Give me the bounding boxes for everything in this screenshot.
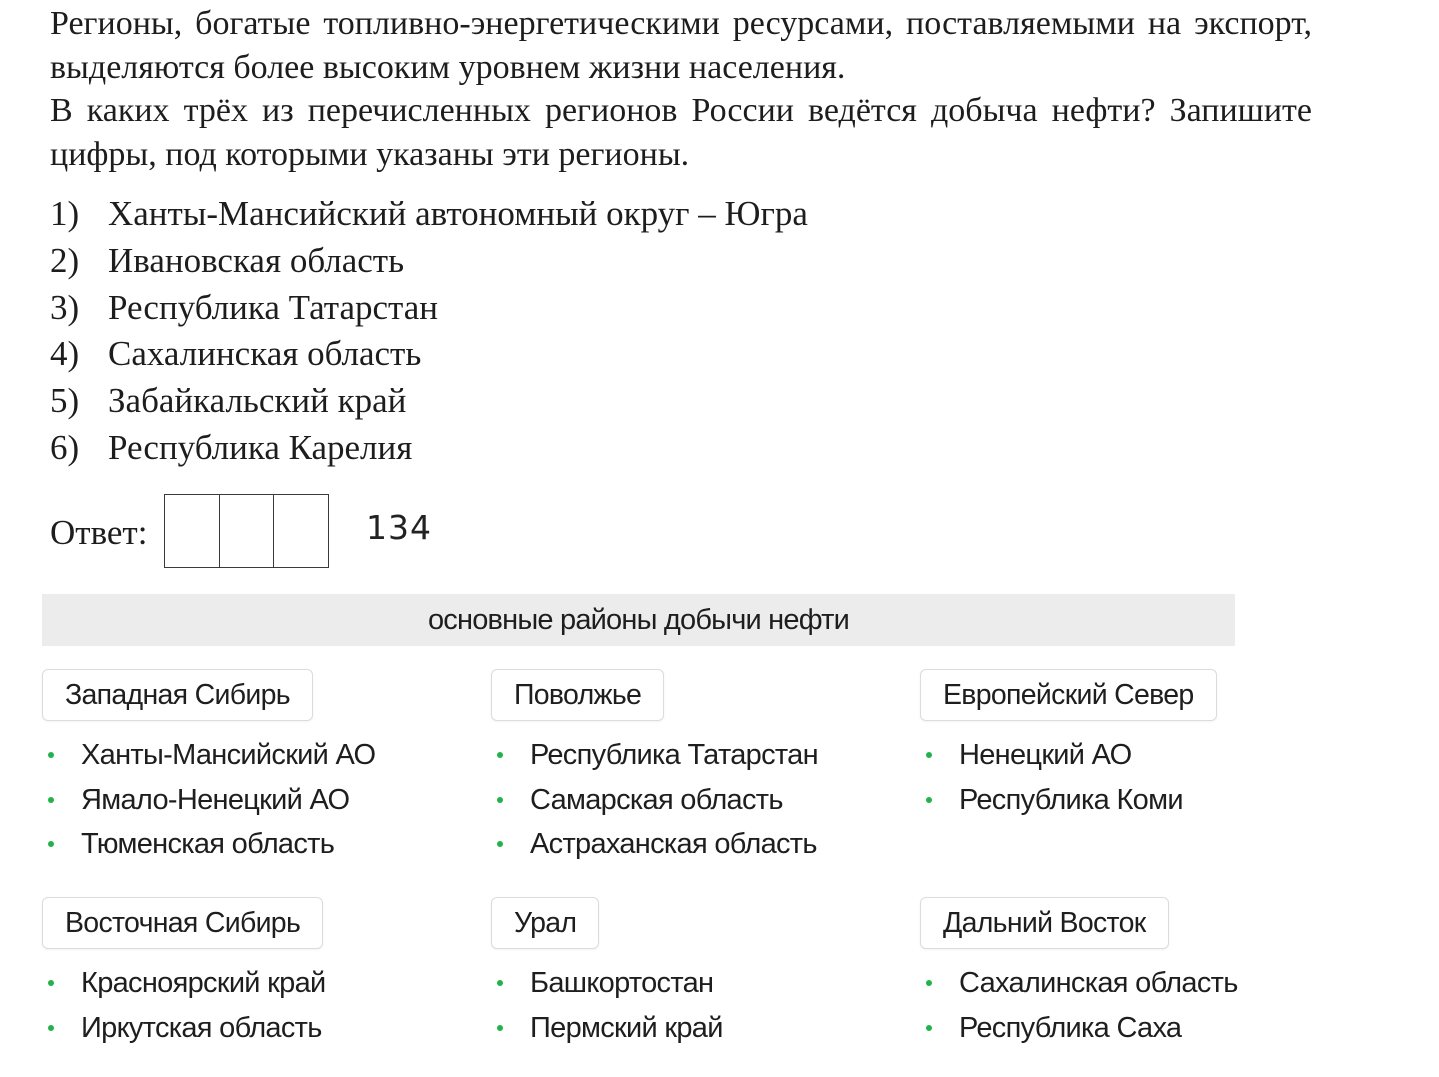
- list-item-text: Республика Саха: [959, 1011, 1182, 1044]
- region-items: [920, 733, 1217, 822]
- list-item: [491, 778, 818, 823]
- written-answer: 134: [366, 508, 432, 547]
- option-number: 3): [50, 287, 80, 327]
- option-number: 5): [50, 381, 80, 421]
- option-item: [50, 378, 808, 425]
- option-number: 4): [50, 334, 80, 374]
- answer-label: Ответ:: [50, 512, 148, 552]
- option-number: 6): [50, 427, 80, 467]
- bullet-icon: [497, 980, 503, 986]
- list-item-text: Иркутская область: [81, 1011, 322, 1044]
- bullet-icon: [48, 752, 54, 758]
- list-item-text: Ямало-Ненецкий АО: [81, 783, 350, 816]
- list-item-text: Тюменская область: [81, 828, 335, 860]
- option-item: [50, 238, 808, 285]
- answer-cell-3[interactable]: [273, 495, 328, 567]
- list-item: [42, 778, 375, 823]
- list-item: [491, 733, 818, 778]
- option-item: [50, 331, 808, 378]
- region-block-far-east: [920, 897, 1238, 1050]
- region-tag: Европейский Север: [920, 669, 1217, 721]
- bullet-icon: [497, 752, 503, 758]
- list-item: [42, 1006, 326, 1051]
- region-block-european-north: [920, 669, 1217, 822]
- list-item: [491, 1006, 723, 1051]
- bullet-icon: [48, 1025, 54, 1031]
- region-items: [920, 961, 1238, 1050]
- option-text: Республика Татарстан: [108, 287, 439, 327]
- option-text: Республика Карелия: [108, 427, 413, 467]
- list-item-text: Астраханская область: [530, 828, 817, 860]
- region-block-west-siberia: [42, 669, 375, 867]
- list-item: [920, 733, 1217, 778]
- bullet-icon: [497, 797, 503, 803]
- region-items: [42, 733, 375, 867]
- list-item-text: Республика Татарстан: [530, 739, 818, 771]
- bullet-icon: [926, 752, 932, 758]
- region-tag: Поволжье: [491, 669, 664, 721]
- region-block-east-siberia: [42, 897, 326, 1050]
- bullet-icon: [48, 980, 54, 986]
- region-block-volga: [491, 669, 818, 867]
- answer-boxes: [164, 494, 329, 568]
- answer-cell-1[interactable]: [165, 495, 219, 567]
- option-item: [50, 285, 808, 332]
- list-item: [920, 961, 1238, 1006]
- option-number: 2): [50, 240, 80, 280]
- region-items: [491, 733, 818, 867]
- list-item-text: Республика Коми: [959, 783, 1183, 816]
- question-paragraph-task: В каких трёх из перечисленных регионов России ведётся добыча нефти? Запишите цифры, под которыми указаны эти регионы.: [50, 92, 1312, 173]
- option-text: Сахалинская область: [108, 334, 422, 374]
- region-items: [491, 961, 723, 1050]
- bullet-icon: [926, 980, 932, 986]
- list-item-text: Сахалинская область: [959, 967, 1238, 999]
- list-item: [42, 822, 375, 867]
- list-item-text: Ненецкий АО: [959, 739, 1132, 771]
- bullet-icon: [926, 1025, 932, 1031]
- bullet-icon: [497, 1025, 503, 1031]
- answer-cell-2[interactable]: [219, 495, 274, 567]
- list-item-text: Ханты-Мансийский АО: [81, 739, 376, 771]
- list-item: [491, 961, 723, 1006]
- option-item: [50, 191, 808, 238]
- option-text: Ханты-Мансийский автономный округ – Югра: [108, 194, 808, 233]
- list-item: [42, 733, 375, 778]
- region-tag: Западная Сибирь: [42, 669, 313, 721]
- bullet-icon: [48, 841, 54, 847]
- region-items: [42, 961, 326, 1050]
- list-item: [920, 778, 1217, 823]
- option-text: Ивановская область: [108, 240, 405, 280]
- question-text: [50, 2, 1312, 176]
- options-list: [50, 191, 808, 472]
- bullet-icon: [926, 797, 932, 803]
- list-item: [920, 1006, 1238, 1051]
- reference-title: основные районы добычи нефти: [42, 594, 1235, 646]
- list-item-text: Башкортостан: [530, 967, 714, 999]
- region-tag: Урал: [491, 897, 599, 949]
- list-item: [491, 822, 818, 867]
- option-text: Забайкальский край: [108, 381, 407, 421]
- region-block-ural: [491, 897, 723, 1050]
- bullet-icon: [48, 797, 54, 803]
- answer-row: [50, 493, 329, 568]
- question-paragraph-intro: Регионы, богатые топливно-энергетическими ресурсами, поставляемыми на экспорт, выделяются более высоким уровнем жизни населения.: [50, 5, 1312, 86]
- option-number: 1): [50, 194, 80, 233]
- region-tag: Дальний Восток: [920, 897, 1169, 949]
- list-item: [42, 961, 326, 1006]
- region-tag: Восточная Сибирь: [42, 897, 323, 949]
- list-item-text: Самарская область: [530, 783, 783, 816]
- list-item-text: Красноярский край: [81, 967, 326, 999]
- bullet-icon: [497, 841, 503, 847]
- list-item-text: Пермский край: [530, 1011, 723, 1044]
- option-item: [50, 425, 808, 472]
